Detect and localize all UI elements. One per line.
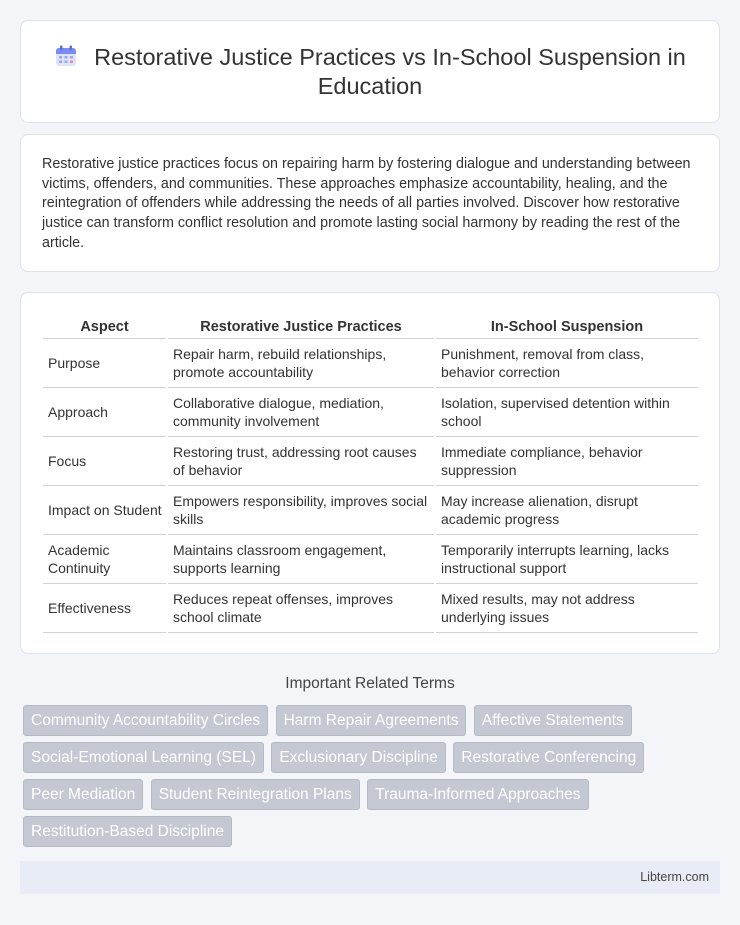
table-cell-suspension: Temporarily interrupts learning, lacks instructional support (435, 534, 698, 583)
related-terms-list (23, 705, 703, 853)
column-header-aspect: Aspect (43, 316, 167, 338)
table-cell-suspension: May increase alienation, disrupt academic progress (435, 485, 698, 534)
related-term-tag[interactable]: Peer Mediation (23, 779, 143, 810)
table-cell-restorative: Collaborative dialogue, mediation, community involvement (167, 387, 435, 436)
intro-paragraph: Restorative justice practices focus on repairing harm by fostering dialogue and understanding between victims, offenders, and communities. These approaches emphasize accountability, healing, and the reintegration of offenders while addressing the needs of all parties involved. Discover how restorative justice can transform conflict resolution and promote lasting social harmony by reading the rest of the article. (42, 156, 691, 251)
related-term-tag[interactable]: Community Accountability Circles (23, 705, 268, 736)
table-cell-restorative: Repair harm, rebuild relationships, promote accountability (167, 338, 435, 387)
footer-site-link[interactable]: Libterm.com (640, 870, 709, 884)
column-header-suspension: In-School Suspension (435, 316, 698, 338)
page-title-wrap (21, 43, 719, 101)
table-row (43, 583, 698, 632)
intro-card (20, 134, 720, 272)
table-cell-restorative: Empowers responsibility, improves social skills (167, 485, 435, 534)
table-cell-aspect: Impact on Student (43, 485, 167, 534)
table-cell-aspect: Purpose (43, 338, 167, 387)
comparison-table (43, 316, 698, 633)
table-cell-suspension: Immediate compliance, behavior suppression (435, 436, 698, 485)
related-term-tag[interactable]: Social-Emotional Learning (SEL) (23, 742, 264, 773)
column-header-restorative: Restorative Justice Practices (167, 316, 435, 338)
table-row (43, 534, 698, 583)
table-row (43, 338, 698, 387)
related-term-tag[interactable]: Harm Repair Agreements (276, 705, 467, 736)
table-header-row (43, 316, 698, 338)
table-cell-aspect: Effectiveness (43, 583, 167, 632)
table-cell-restorative: Reduces repeat offenses, improves school climate (167, 583, 435, 632)
related-term-tag[interactable]: Affective Statements (474, 705, 632, 736)
page-title: Restorative Justice Practices vs In-School Suspension in Education (94, 44, 686, 99)
table-cell-suspension: Isolation, supervised detention within school (435, 387, 698, 436)
table-cell-restorative: Restoring trust, addressing root causes of behavior (167, 436, 435, 485)
related-term-tag[interactable]: Exclusionary Discipline (271, 742, 446, 773)
related-terms-heading: Important Related Terms (285, 675, 455, 692)
table-cell-aspect: Approach (43, 387, 167, 436)
title-card (20, 20, 720, 123)
related-term-tag[interactable]: Restitution-Based Discipline (23, 816, 232, 847)
table-cell-suspension: Mixed results, may not address underlying issues (435, 583, 698, 632)
related-term-tag[interactable]: Trauma-Informed Approaches (367, 779, 588, 810)
comparison-card (20, 292, 720, 654)
table-cell-aspect: Focus (43, 436, 167, 485)
table-row (43, 387, 698, 436)
table-cell-restorative: Maintains classroom engagement, supports learning (167, 534, 435, 583)
related-term-tag[interactable]: Student Reintegration Plans (151, 779, 360, 810)
table-row (43, 485, 698, 534)
table-cell-aspect: Academic Continuity (43, 534, 167, 583)
related-term-tag[interactable]: Restorative Conferencing (453, 742, 644, 773)
calendar-icon (54, 44, 78, 68)
table-cell-suspension: Punishment, removal from class, behavior correction (435, 338, 698, 387)
table-row (43, 436, 698, 485)
footer-bar (20, 861, 720, 894)
